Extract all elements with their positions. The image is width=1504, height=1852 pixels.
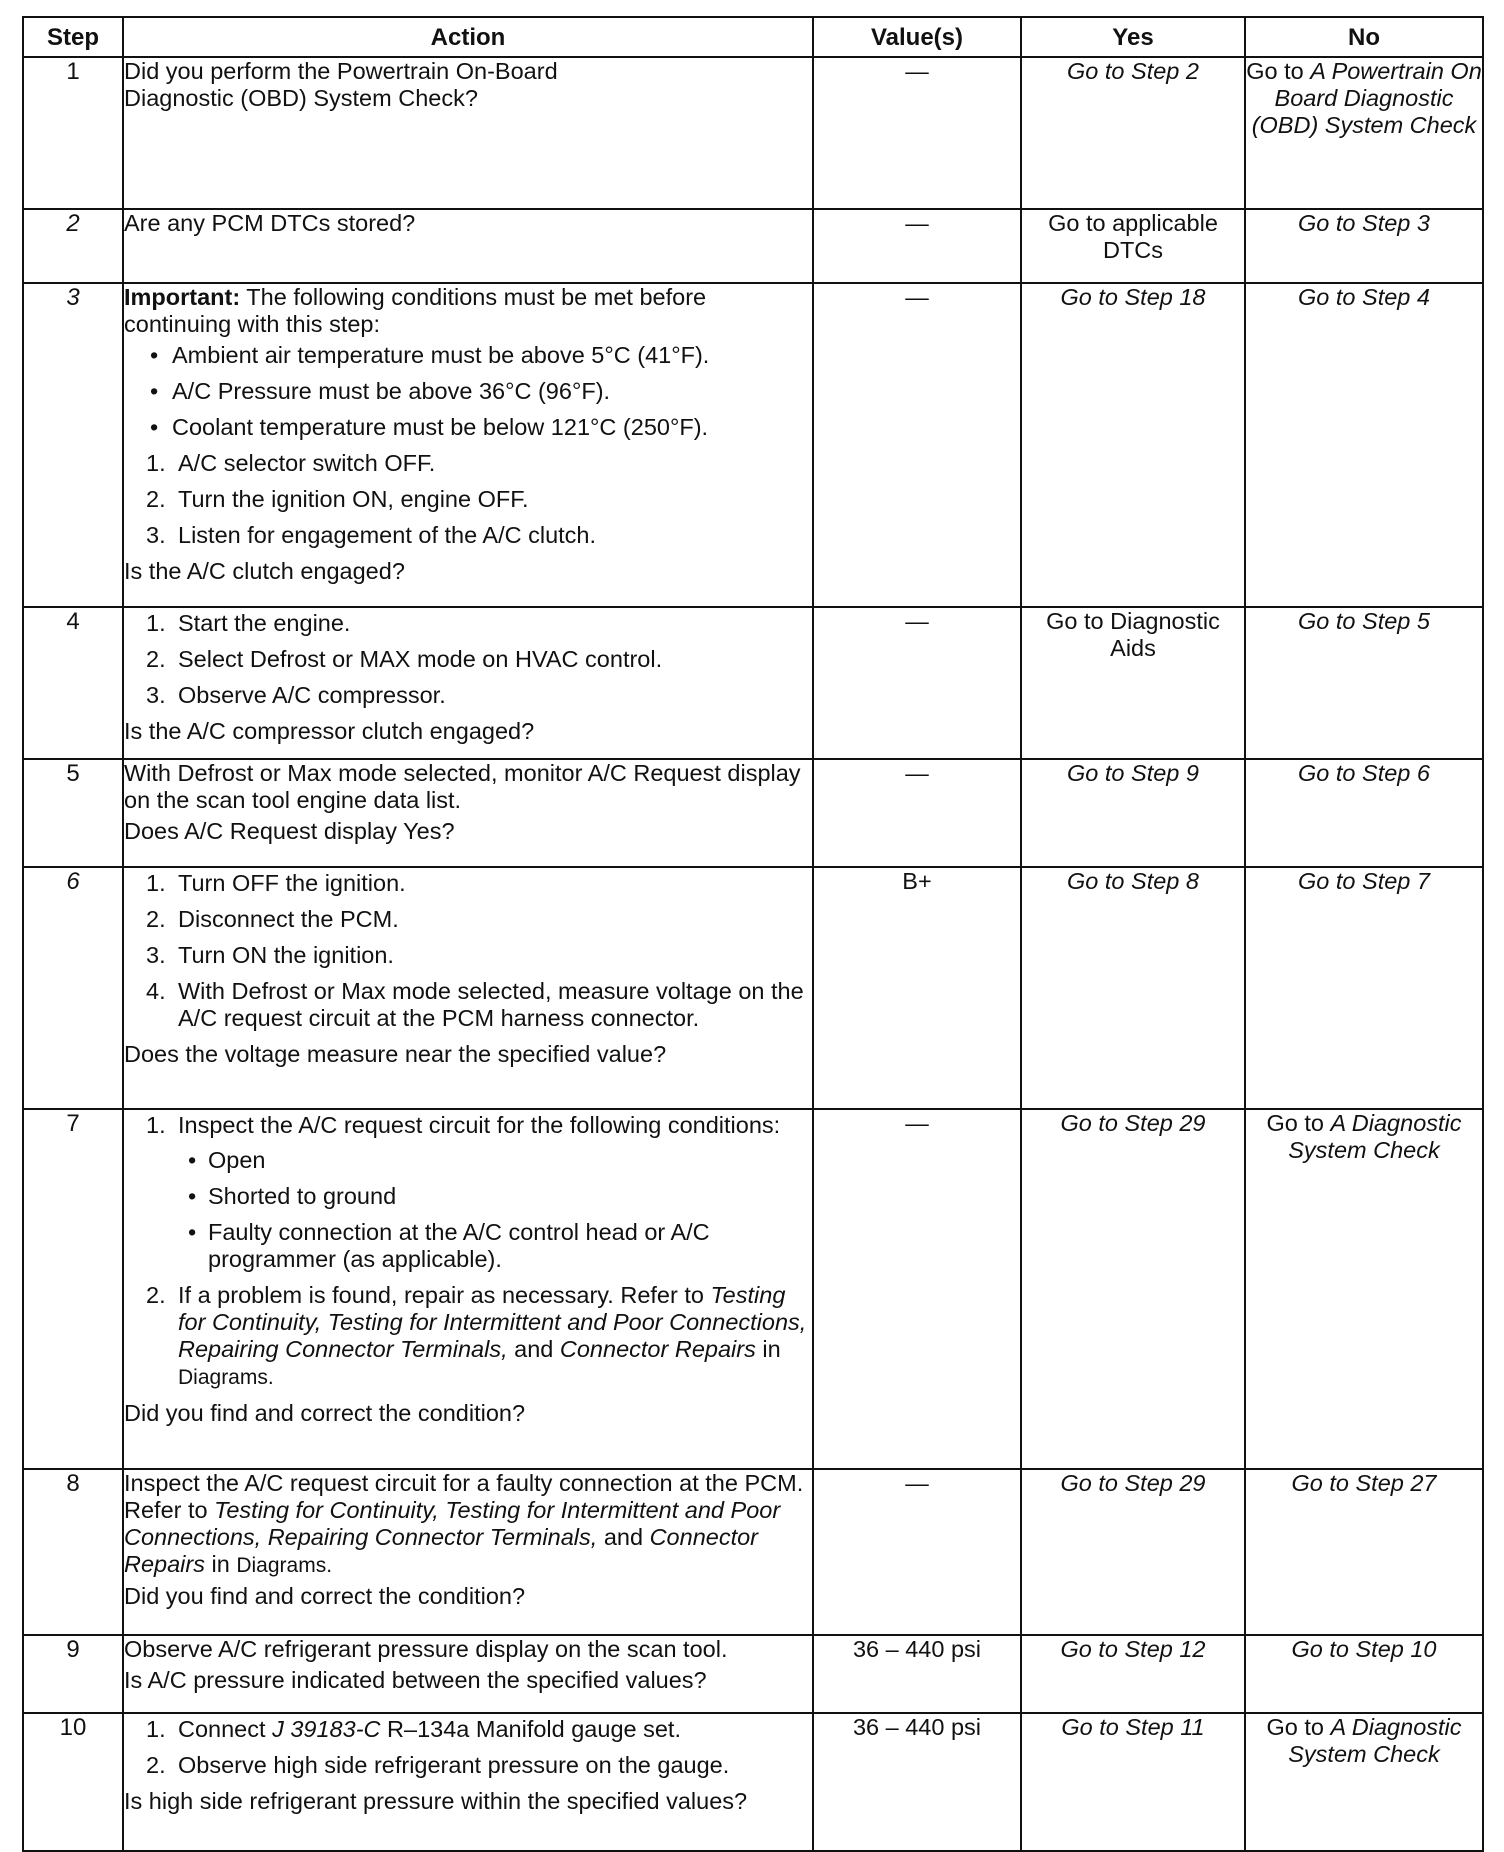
table-row [23, 209, 1483, 283]
tool-reference: J 39183-C [272, 1716, 381, 1742]
action-cell [123, 209, 813, 283]
condition-list [186, 1147, 812, 1273]
value-cell: — [813, 1109, 1021, 1469]
no-link[interactable]: Go to Step 10 [1291, 1636, 1437, 1662]
yes-cell [1021, 1635, 1245, 1713]
list-item: 4. With Defrost or Max mode selected, measure voltage on the A/C request circuit at the PCM harness connector. [146, 978, 804, 1031]
list-item: 2. Turn the ignition ON, engine OFF. [146, 486, 529, 512]
yes-link[interactable]: Go to Step 29 [1060, 1110, 1206, 1136]
procedure-list [146, 1112, 812, 1391]
no-cell [1245, 209, 1483, 283]
table-row [23, 759, 1483, 867]
action-text: Inspect the A/C request circuit for a faulty connection at the PCM. Refer to Testing for Continuity, Testing for Intermittent and Poor Connections, Repairing Connector Terminals, and Connector Repairs in Diagrams. [124, 1470, 804, 1577]
table-row [23, 1469, 1483, 1635]
no-link[interactable]: Go to A Powertrain On Board Diagnostic (OBD) System Check [1246, 58, 1482, 138]
reference-link[interactable]: Connector Repairs [124, 1524, 759, 1577]
no-cell [1245, 867, 1483, 1109]
no-link[interactable]: Go to A Diagnostic System Check [1266, 1714, 1462, 1767]
list-item: 2. Select Defrost or MAX mode on HVAC control. [146, 646, 663, 672]
table-row [23, 607, 1483, 759]
no-link[interactable]: Go to Step 5 [1298, 608, 1430, 634]
action-question: Does the voltage measure near the specified value? [124, 1041, 667, 1067]
yes-link[interactable]: Go to Diagnostic Aids [1046, 608, 1220, 661]
no-link[interactable]: Go to A Diagnostic System Check [1266, 1110, 1462, 1163]
yes-cell [1021, 1713, 1245, 1851]
value-cell: — [813, 759, 1021, 867]
table-row [23, 1635, 1483, 1713]
header-no: No [1245, 17, 1483, 57]
yes-cell [1021, 867, 1245, 1109]
no-cell [1245, 283, 1483, 607]
diagnostic-table [22, 16, 1484, 1852]
action-question: Did you find and correct the condition? [124, 1583, 526, 1609]
value-cell: — [813, 209, 1021, 283]
yes-link[interactable]: Go to Step 2 [1067, 58, 1199, 84]
procedure-list [146, 450, 812, 549]
action-cell [123, 867, 813, 1109]
action-cell [123, 607, 813, 759]
list-item: 1. Inspect the A/C request circuit for the following conditions: • Open • Shorted to ground • Faulty connection at the A/C control head or A/C programmer (as applicable). [146, 1112, 812, 1273]
yes-link[interactable]: Go to Step 11 [1061, 1714, 1205, 1740]
action-question: Is the A/C clutch engaged? [124, 558, 405, 584]
table-row [23, 283, 1483, 607]
procedure-list [146, 870, 812, 1032]
list-item: • Ambient air temperature must be above 5°C (41°F). [146, 342, 812, 369]
yes-cell [1021, 209, 1245, 283]
list-item: 2. Observe high side refrigerant pressure on the gauge. [146, 1752, 730, 1778]
action-text: Diagnostic (OBD) System Check? [124, 85, 478, 111]
no-cell [1245, 1635, 1483, 1713]
list-item: 3. Observe A/C compressor. [146, 682, 446, 708]
action-question: Is high side refrigerant pressure within the specified values? [124, 1788, 748, 1814]
list-item: 1. A/C selector switch OFF. [146, 450, 436, 476]
yes-cell [1021, 607, 1245, 759]
step-number: 9 [23, 1635, 123, 1713]
procedure-list [146, 610, 812, 709]
step-number: 1 [23, 57, 123, 209]
header-action: Action [123, 17, 813, 57]
step-number: 7 [23, 1109, 123, 1469]
list-item: • Open [186, 1147, 812, 1174]
step-number: 4 [23, 607, 123, 759]
value-cell: — [813, 57, 1021, 209]
step-number: 8 [23, 1469, 123, 1635]
yes-cell [1021, 283, 1245, 607]
table-row [23, 57, 1483, 209]
action-question: Does A/C Request display Yes? [124, 818, 455, 844]
action-question: Did you find and correct the condition? [124, 1400, 526, 1426]
list-item: • Faulty connection at the A/C control head or A/C programmer (as applicable). [186, 1219, 812, 1273]
list-item: 1. Start the engine. [146, 610, 351, 636]
value-cell: 36 – 440 psi [813, 1713, 1021, 1851]
yes-link[interactable]: Go to Step 18 [1060, 284, 1206, 310]
list-item: 3. Listen for engagement of the A/C clutch. [146, 522, 597, 548]
no-cell [1245, 1713, 1483, 1851]
action-cell [123, 1469, 813, 1635]
value-cell: — [813, 283, 1021, 607]
table-row [23, 867, 1483, 1109]
no-link[interactable]: Go to Step 6 [1298, 760, 1430, 786]
step-number: 10 [23, 1713, 123, 1851]
reference-link[interactable]: Connector Repairs [559, 1336, 756, 1362]
procedure-list [146, 1716, 812, 1779]
action-cell [123, 283, 813, 607]
no-cell [1245, 1469, 1483, 1635]
table-row [23, 1713, 1483, 1851]
important-note: Important: The following conditions must be met before continuing with this step: [124, 284, 707, 337]
list-item: • Shorted to ground [186, 1183, 812, 1210]
reference-link[interactable]: Testing for Continuity, Testing for Intermittent and Poor Connections, Repairing Connector Terminals, [124, 1497, 781, 1550]
yes-link[interactable]: Go to applicable DTCs [1048, 210, 1218, 263]
action-cell [123, 1713, 813, 1851]
yes-cell [1021, 1109, 1245, 1469]
yes-cell [1021, 759, 1245, 867]
step-number: 3 [23, 283, 123, 607]
action-question: Is the A/C compressor clutch engaged? [124, 718, 535, 744]
action-cell [123, 1109, 813, 1469]
no-cell [1245, 57, 1483, 209]
no-cell [1245, 759, 1483, 867]
action-text: With Defrost or Max mode selected, monitor A/C Request display on the scan tool engine data list. [124, 760, 801, 813]
no-cell [1245, 607, 1483, 759]
condition-list [146, 342, 812, 441]
table-row [23, 1109, 1483, 1469]
action-cell [123, 57, 813, 209]
header-yes: Yes [1021, 17, 1245, 57]
value-cell: — [813, 607, 1021, 759]
no-link[interactable]: Go to Step 4 [1298, 284, 1430, 310]
list-item: • A/C Pressure must be above 36°C (96°F). [146, 378, 812, 405]
list-item: 1. Turn OFF the ignition. [146, 870, 406, 896]
value-cell: — [813, 1469, 1021, 1635]
action-text: Observe A/C refrigerant pressure display on the scan tool. [124, 1636, 728, 1662]
yes-link[interactable]: Go to Step 29 [1060, 1470, 1206, 1496]
reference-link[interactable]: Testing for Continuity, Testing for Intermittent and Poor Connections, Repairing Connector Terminals, [178, 1282, 807, 1362]
value-cell: B+ [813, 867, 1021, 1109]
action-text: Are any PCM DTCs stored? [124, 210, 416, 236]
step-number: 6 [23, 867, 123, 1109]
step-number: 5 [23, 759, 123, 867]
list-item: 2. If a problem is found, repair as necessary. Refer to Testing for Continuity, Testing for Intermittent and Poor Connections, Repairing Connector Terminals, and Connector Repairs in Diagrams. [146, 1282, 807, 1389]
action-text: Did you perform the Powertrain On-Board [124, 58, 558, 84]
action-cell [123, 1635, 813, 1713]
yes-cell [1021, 57, 1245, 209]
no-link[interactable]: Go to Step 3 [1298, 210, 1430, 236]
no-link[interactable]: Go to Step 7 [1298, 868, 1430, 894]
header-step: Step [23, 17, 123, 57]
yes-link[interactable]: Go to Step 9 [1067, 760, 1199, 786]
list-item: 1. Connect J 39183-C R–134a Manifold gauge set. [146, 1716, 681, 1742]
action-question: Is A/C pressure indicated between the specified values? [124, 1667, 707, 1693]
step-number: 2 [23, 209, 123, 283]
action-cell [123, 759, 813, 867]
list-item: • Coolant temperature must be below 121°C (250°F). [146, 414, 812, 441]
table-header-row [23, 17, 1483, 57]
yes-cell [1021, 1469, 1245, 1635]
no-link[interactable]: Go to Step 27 [1291, 1470, 1437, 1496]
list-item: 2. Disconnect the PCM. [146, 906, 399, 932]
list-item: 3. Turn ON the ignition. [146, 942, 394, 968]
yes-link[interactable]: Go to Step 8 [1067, 868, 1199, 894]
yes-link[interactable]: Go to Step 12 [1060, 1636, 1206, 1662]
header-values: Value(s) [813, 17, 1021, 57]
no-cell [1245, 1109, 1483, 1469]
value-cell: 36 – 440 psi [813, 1635, 1021, 1713]
